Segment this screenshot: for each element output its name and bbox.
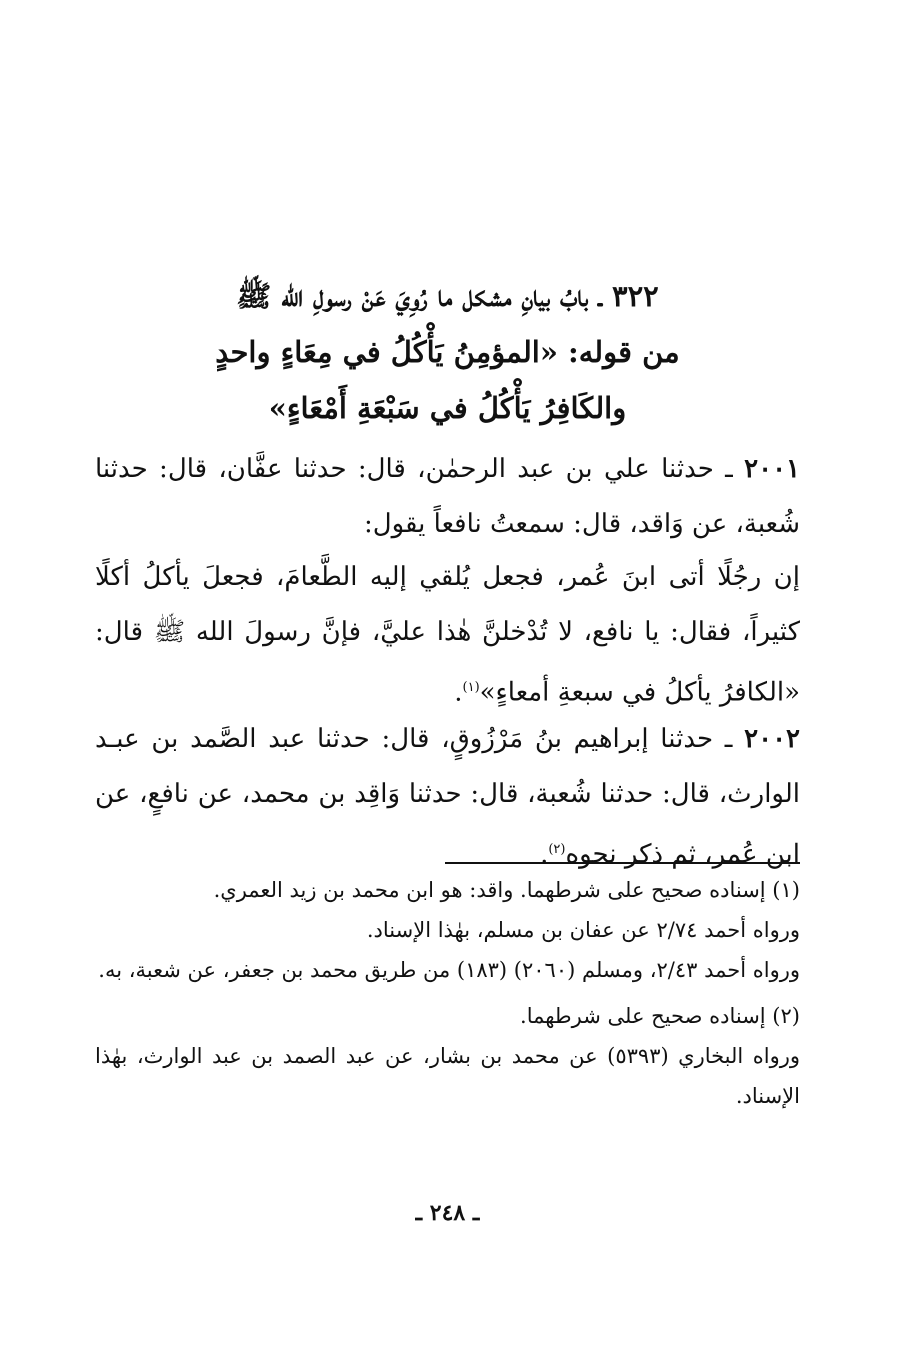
- hadith-number: ٢٠٠١: [744, 454, 801, 484]
- hadith-2002-text: ـ حدثنا إبراهيم بنُ مَرْزُوقٍ، قال: حدثنا عبد الصَّمد بن عبـد الوارث، قال: حدثنا شُعبة، قال: حدثنا وَاقِد بن محمد، عن نافعٍ، عن ابن عُمر، ثم ذكر نحوه: [95, 724, 800, 870]
- footnote-2-line-1: (٢) إسناده صحيح على شرطهما.: [520, 1004, 800, 1028]
- chapter-title-line-3: والكَافِرُ يَأْكُلُ في سَبْعَةِ أَمْعَاءٍ»: [268, 391, 627, 425]
- footnote-divider: [445, 862, 800, 864]
- footnotes-section: [95, 870, 800, 1116]
- hadith-2002: [95, 712, 800, 883]
- book-page: [95, 0, 800, 1362]
- footnote-ref-1: (١): [462, 680, 480, 695]
- matn-end: .: [454, 677, 463, 708]
- chapter-title-line-1: ٣٢٢ ـ بابُ بيانِ مشكل ما رُوِيَ عَنْ رسولِ الله ﷺ: [236, 279, 659, 313]
- footnote-1-line-1: (١) إسناده صحيح على شرطهما. واقد: هو ابن محمد بن زيد العمري.: [213, 878, 800, 902]
- hadith-2001-matn: [95, 550, 800, 721]
- footnote-1-line-2: ورواه أحمد ٢/٧٤ عن عفان بن مسلم، بهٰذا الإسناد.: [366, 918, 800, 942]
- hadith-matn-text: إن رجُلًا أتى ابنَ عُمر، فجعل يُلقي إليه الطَّعامَ، فجعلَ يأكلُ أكلًا كثيراً، فقال: يا نافع، لا تُدْخلنَّ هٰذا عليَّ، فإنَّ رسولَ الله ﷺ قال: «الكافرُ يأكلُ في سبعةِ أمعاءٍ»: [95, 562, 800, 708]
- footnote-ref-2: (٢): [548, 842, 566, 857]
- chapter-heading: [95, 268, 800, 436]
- footnote-1-line-3: ورواه أحمد ٢/٤٣، ومسلم (٢٠٦٠) (١٨٣) من طريق محمد بن جعفر، عن شعبة، به.: [98, 958, 800, 982]
- chapter-title-line-2: من قوله: «المؤمِنُ يَأْكُلُ في مِعَاءٍ واحدٍ: [215, 335, 680, 369]
- footnote-2-line-2: ورواه البخاري (٥٣٩٣) عن محمد بن بشار، عن عبد الصمد بن عبد الوارث، بهٰذا الإسناد.: [95, 1044, 800, 1108]
- hadith-2002-end: .: [540, 839, 549, 870]
- hadith-number: ٢٠٠٢: [744, 724, 801, 754]
- hadith-isnad-text: ـ حدثنا علي بن عبد الرحمٰن، قال: حدثنا عفَّان، قال: حدثنا شُعبة، عن وَاقد، قال: سمعتُ نافعاً يقول:: [95, 454, 800, 539]
- hadith-2001-isnad: [95, 442, 800, 552]
- page-number: ـ ٢٤٨ ـ: [415, 1200, 480, 1226]
